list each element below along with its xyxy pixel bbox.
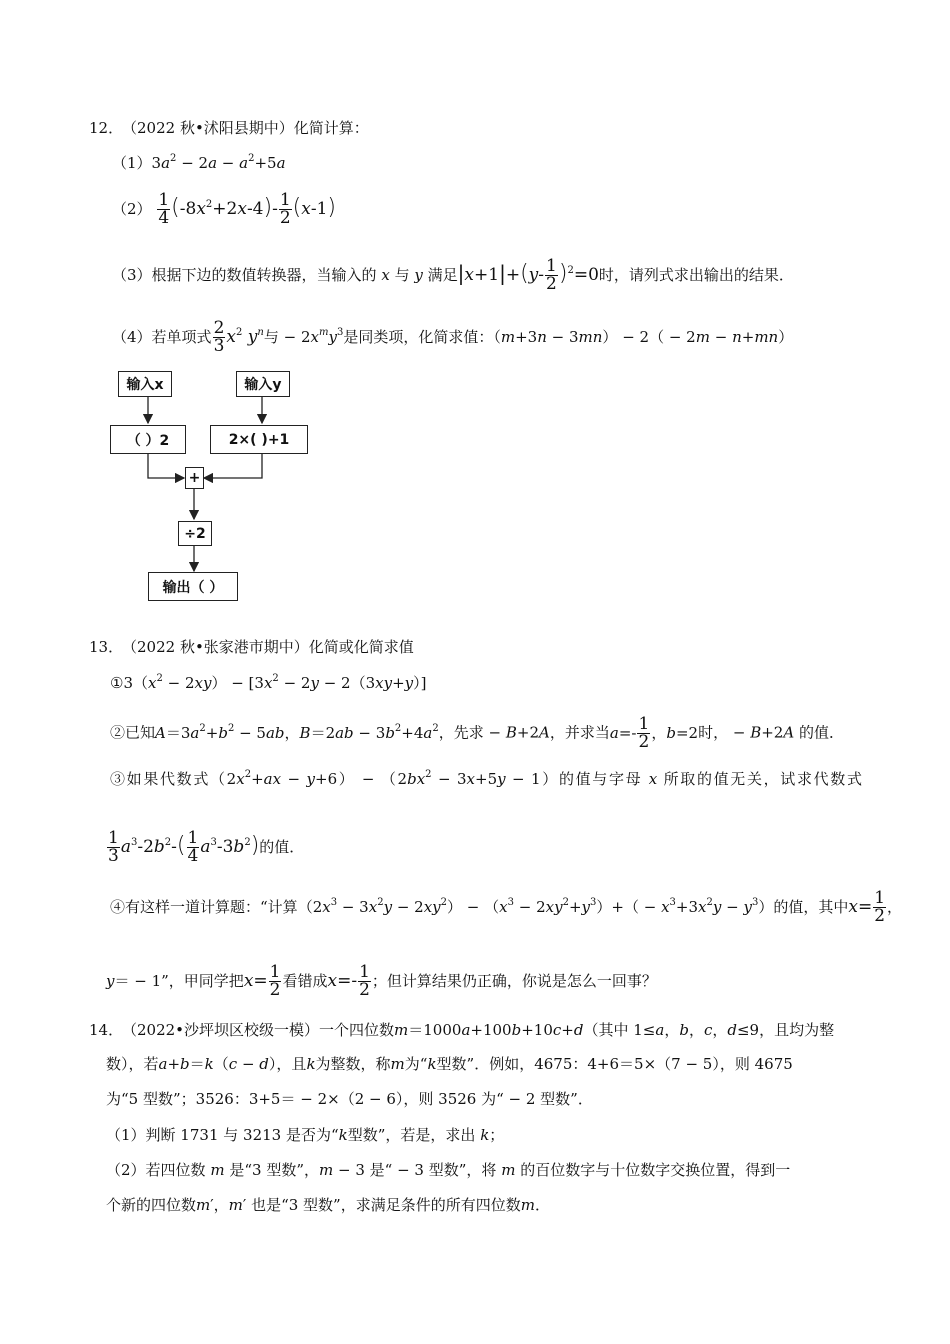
q14-line2-text-e: 型数”．例如，4675：4+6＝5×（7 − 5），则 4675 xyxy=(436,1055,793,1073)
q12-part3-condition: |x+1|+(y- $\frac{1}{2}$ )$^2$=0 xyxy=(457,256,599,294)
q12-part3-text-d: 时，请列式求出输出的结果． xyxy=(598,266,794,284)
q13-item4-line1 xyxy=(110,890,902,925)
q13-item2-text-a: 已知 xyxy=(125,723,156,742)
flowchart-linear-box: 2×( )+1 xyxy=(210,425,308,454)
q14-range-vars: a，b，c，d xyxy=(655,1021,737,1039)
q12-part3: （3）根据下边的数值转换器，当输入的 x 与 y 满足|x+1|+(y- $\frac{1}{2}$ )$^2$=0时，请列式求出输出的结果． xyxy=(112,256,794,294)
q13-item4-expression: $(2x^3 - 3x^2y - 2xy^2) - (x^3 - 2xy^2+y^3)+( - x^3+3x^2y - y^3)$ xyxy=(297,897,774,916)
q12-part3-label: （3） xyxy=(112,266,152,284)
q14-last-text-c: ． xyxy=(534,1196,550,1214)
q13-item2-text-c: ，并求当 xyxy=(549,723,610,742)
q14-line2-text-a: 数），若 xyxy=(106,1055,159,1073)
q13-item2-definition: $A=3a^2+b^2 - 5ab$，$B=2ab - 3b^2+4a^2$ xyxy=(155,722,439,742)
q13-item2-values: a=- $\frac{1}{2}$ ，b=2 xyxy=(609,714,699,752)
question-13-number: 13． xyxy=(89,638,124,656)
q14-line1-text-b: （其中 1≤ xyxy=(583,1021,656,1039)
q13-item2-text-e: 的值． xyxy=(798,723,844,742)
q13-item4-x-value: x= $\frac{1}{2}$ xyxy=(848,888,886,926)
q13-item4-text-c: ， xyxy=(887,898,903,916)
q12-part2-label: （2） xyxy=(112,200,152,218)
q14-part2-text-c: − 3 是“ − 3 型数”，将 xyxy=(333,1161,497,1179)
q13-item2-target: − B+2A xyxy=(483,723,550,742)
q13-item3-expression-2: $\frac{1}{3}$ $a^3-2b^2-$( $\frac{1}{4}$ $a^3-3b^2$) xyxy=(108,828,260,866)
q13-item2 xyxy=(110,716,844,751)
q13-item2-text-b: ，先求 xyxy=(438,723,484,742)
q14-part2-text-a: （2）若四位数 xyxy=(106,1161,206,1179)
q13-item4-line2 xyxy=(106,964,657,999)
q12-part3-text-a: 根据下边的数值转换器，当输入的 xyxy=(151,266,377,284)
q13-item3-text-a: 如果代数式 xyxy=(126,770,211,788)
q14-line1 xyxy=(122,1019,834,1041)
q14-condition: a+b＝k（c − d） xyxy=(158,1055,277,1073)
q14-last-text-a: 个新的四位数 xyxy=(106,1196,197,1214)
q13-item4-x-correct: x= $\frac{1}{2}$ xyxy=(243,962,281,1000)
q13-item4-text-a: 有这样一道计算题：“计算 xyxy=(125,898,298,916)
q13-item4-text-b: 的值，其中 xyxy=(773,898,849,916)
q14-part1-text-c: ； xyxy=(489,1126,505,1144)
flowchart-square-box: （ ）2 xyxy=(110,425,186,454)
q13-item1-expression: $3(x^2 - 2xy) - [3x^2 - 2y - 2(3xy+y)]$ xyxy=(123,673,427,692)
q13-item2-mark: ② xyxy=(110,723,126,742)
q13-item4-text-e: 看错成 xyxy=(282,972,328,990)
q13-item3-mark: ③ xyxy=(110,770,127,788)
question-13-source: （2022 秋•张家港市期中）化简或化简求值 xyxy=(122,638,414,656)
q12-part4-text-b: 与 xyxy=(263,328,279,346)
q14-line3: 为“5 型数”；3526：3+5＝ − 2×（2 − 6），则 3526 为“ − 2 型数”． xyxy=(106,1090,593,1108)
q14-line1-text-a: （2022•沙坪坝区校级一模）一个四位数 xyxy=(122,1021,395,1039)
flowchart-input-y: 输入y xyxy=(236,371,290,397)
q13-item3-line2 xyxy=(106,830,304,865)
q12-part4-text-a: 若单项式 xyxy=(151,328,212,346)
q13-item1 xyxy=(110,672,427,694)
q12-part4-expression: （m+3n − 3mn） − 2（ − 2m − n+mn） xyxy=(493,328,794,346)
q13-item2-target-2: − B+2A xyxy=(728,723,795,742)
q14-part1-text-b: 型数”，若是，求出 xyxy=(347,1126,476,1144)
q12-part3-text-b: 与 xyxy=(394,266,410,284)
q13-item3-line1: ③如果代数式$(2x^2+ax - y+6) - (2bx^2 - 3x+5y - 1)$的值与字母 x 所取的值无关，试求代数式 xyxy=(110,769,862,788)
q12-part4-text-c: 是同类项，化简求值： xyxy=(343,328,494,346)
q14-line2-text-b: ，且 xyxy=(276,1055,307,1073)
question-12-number: 12． xyxy=(89,119,124,137)
q12-part4-label: （4） xyxy=(112,328,152,346)
flowchart-plus-box: + xyxy=(185,467,204,489)
flowchart-divide-box: ÷2 xyxy=(178,521,212,546)
q14-line2: 数），若a+b＝k（c − d），且k为整数，称m为“k型数”．例如，4675：4+6＝5×（7 − 5），则 4675 xyxy=(106,1055,793,1073)
q13-item4-x-wrong: x=- $\frac{1}{2}$ xyxy=(327,962,370,1000)
question-14-number: 14． xyxy=(89,1021,124,1039)
q12-part2-expression: $\frac{1}{4}$ $(-8x^2+2x-4)-$ $\frac{1}{2}$ (x-1) xyxy=(158,190,337,228)
q13-item4-text-f: ；但计算结果仍正确，你说是怎么一回事？ xyxy=(371,972,657,990)
q14-line2-text-d: 为“ xyxy=(404,1055,428,1073)
q13-item2-text-d: 时， xyxy=(698,723,729,742)
q13-item3-text-b: 的值与字母 xyxy=(558,770,643,788)
q13-item3-text-d: 的值． xyxy=(259,838,305,856)
q14-part2-text-d: 的百位数字与十位数字交换位置，得到一 xyxy=(520,1161,791,1179)
flowchart-input-x: 输入x xyxy=(118,371,172,397)
q13-item3-expression: $(2x^2+ax - y+6) - (2bx^2 - 3x+5y - 1)$ xyxy=(210,769,559,788)
q14-part2-text-b: 是“3 型数”， xyxy=(229,1161,319,1179)
question-12-source: （2022 秋•沭阳县期中）化简计算： xyxy=(122,119,369,137)
q12-part1-expression: $3a^2 - 2a - a^2+5a$ xyxy=(151,153,286,172)
q12-part3-text-c: 满足 xyxy=(427,266,458,284)
q14-definition: m＝1000a+100b+10c+d xyxy=(394,1021,584,1039)
flowchart-output-box: 输出（ ） xyxy=(148,572,238,601)
q12-part4-monomial-1: $\frac{2}{3}$ $x^2$ $y^n$ xyxy=(213,318,264,356)
q14-last-line: 个新的四位数m′，m′ 也是“3 型数”，求满足条件的所有四位数m． xyxy=(106,1196,550,1214)
q13-item1-mark: ① xyxy=(110,674,124,692)
q13-item4-mark: ④ xyxy=(110,898,126,916)
q14-last-text-b: 也是“3 型数”，求满足条件的所有四位数 xyxy=(251,1196,521,1214)
q13-item4-text-d: ”，甲同学把 xyxy=(161,972,244,990)
q14-part2: （2）若四位数 m 是“3 型数”，m − 3 是“ − 3 型数”，将 m 的百位数字与十位数字交换位置，得到一 xyxy=(106,1161,791,1179)
q14-part1: （1）判断 1731 与 3213 是否为“k型数”，若是，求出 k； xyxy=(106,1126,505,1144)
q14-part1-text-a: （1）判断 1731 与 3213 是否为“ xyxy=(106,1126,339,1144)
q13-item3-text-c: 所取的值无关，试求代数式 xyxy=(663,770,862,788)
q14-line2-text-c: 为整数，称 xyxy=(315,1055,391,1073)
q13-item4-y-value: y＝ − 1 xyxy=(106,972,162,990)
q12-part1-label: （1） xyxy=(112,154,152,172)
q14-line1-text-c: ≤9，且均为整 xyxy=(736,1021,835,1039)
q12-part4-monomial-2: − $2x^my^3$ xyxy=(278,327,344,346)
